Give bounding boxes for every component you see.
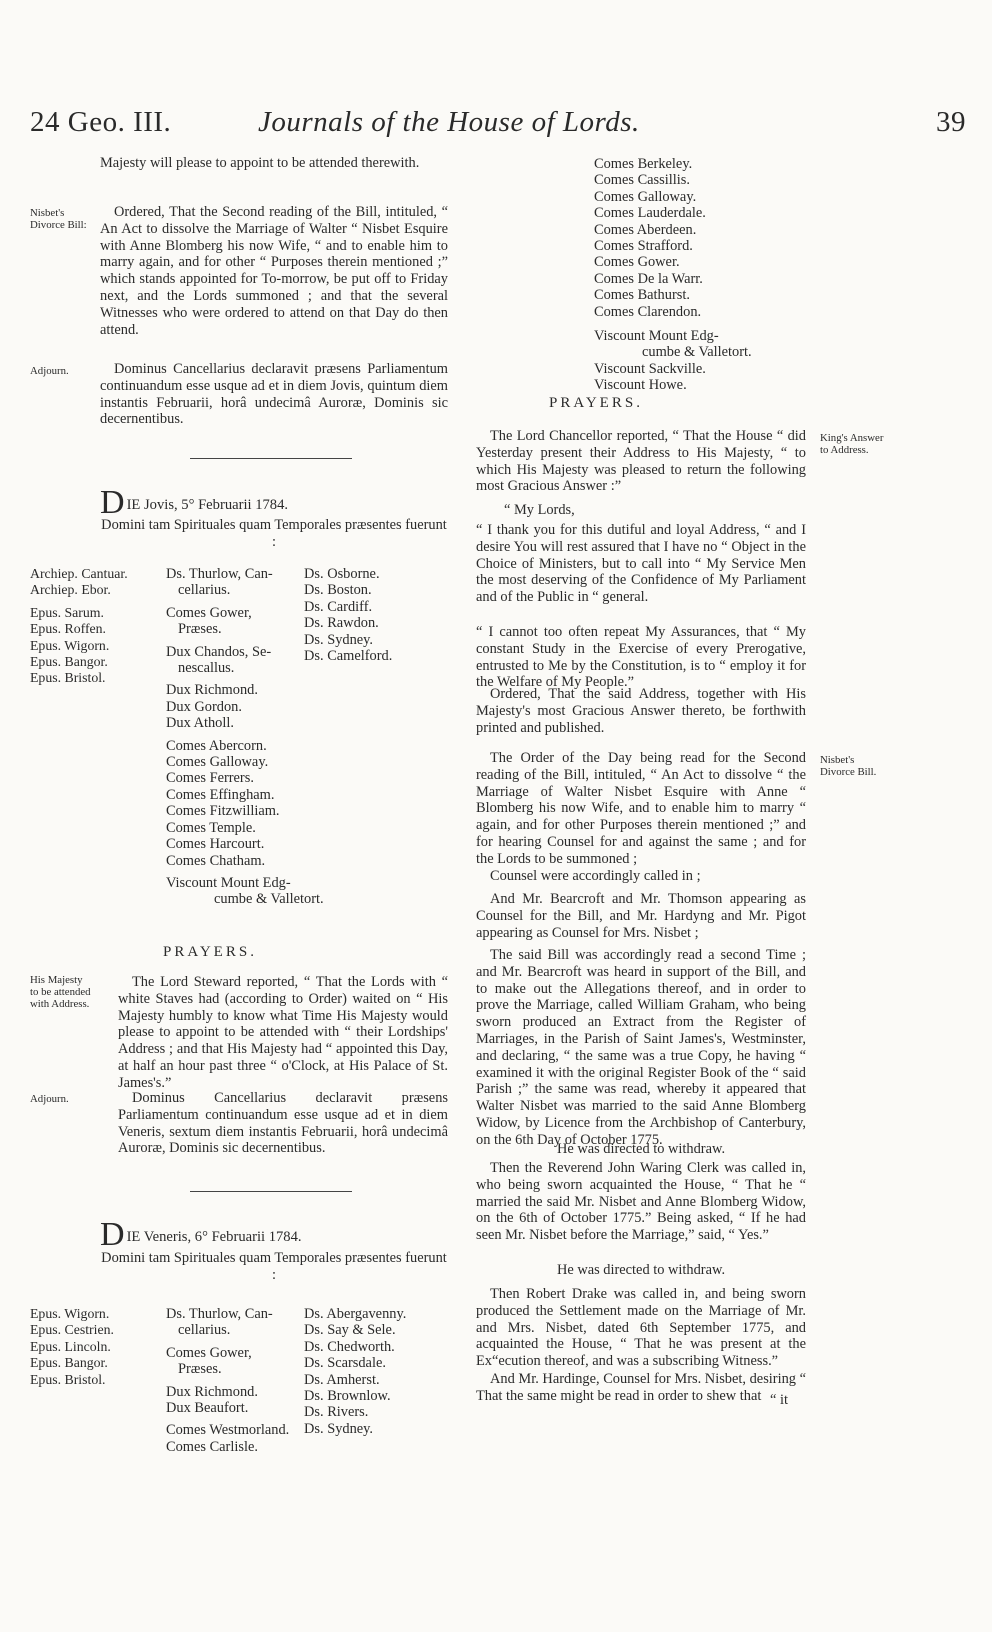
list-item: Dux Chandos, Se- (166, 643, 272, 660)
list-item: Ds. Boston. (304, 582, 372, 599)
list-item: Ds. Scarsdale. (304, 1355, 386, 1372)
list-item: Comes Ferrers. (166, 770, 254, 787)
list-item: Comes Lauderdale. (594, 205, 706, 222)
list-item: cellarius. (178, 582, 231, 599)
list-item: Comes Bathurst. (594, 287, 690, 304)
list-item: Comes Carlisle. (166, 1438, 258, 1455)
list-item: Epus. Wigorn. (30, 637, 110, 653)
list-item: Ds. Thurlow, Can- (166, 566, 273, 582)
list-item: Ds. Sydney. (304, 1420, 374, 1437)
list-item: Ds. Rivers. (304, 1404, 369, 1421)
list-item: nescallus. (178, 660, 235, 677)
directed-to-withdraw-2: He was directed to withdraw. (556, 1262, 726, 1278)
list-item: Epus. Bangor. (30, 654, 108, 670)
list-item: Viscount Sackville. (594, 360, 706, 377)
order-of-the-day: The Order of the Day being read for the Second reading of the Bill, intituled, “ An Act to dissolve “ the Marriage of Walter Nisbet Esquire with Anne “ Blomberg his now Wife, and to enable him to marry “ again, and for other Purposes therein mentioned ;” and for hearing Counsel for and against the same ; and for the Lords to be summoned ; (476, 750, 806, 867)
list-item: Comes Temple. (166, 819, 256, 836)
list-item: Epus. Bristol. (30, 670, 106, 686)
list-item: Comes Galloway. (594, 188, 697, 205)
list-item: Ds. Camelford. (304, 648, 393, 665)
list-item: Archiep. Cantuar. (30, 566, 128, 581)
list-item: Dux Richmond. (166, 1383, 258, 1400)
list-item: Ds. Rawdon. (304, 615, 379, 632)
list-item: Ds. Amherst. (304, 1371, 380, 1388)
list-item: Dux Beaufort. (166, 1400, 249, 1417)
list-item: cellarius. (178, 1322, 231, 1339)
royal-answer-para-2: “ I cannot too often repeat My Assurances, that “ My constant Study in the Exercise of every Prerogative, entrusted to Me by the Constitution, is to “ employ it for the Welfare of My People.” (476, 624, 806, 691)
royal-answer-para-1: “ I thank you for this dutiful and loyal Address, “ and I desire You will rest assured that I have no “ Object in the Choice of Ministers, but to call into “ My Service Men the most deserving of the Confidence of My Parliament and of the Public in “ general. (476, 522, 806, 606)
drop-cap: D (100, 484, 125, 521)
list-item: Epus. Wigorn. (30, 1306, 110, 1321)
list-item: Ds. Sydney. (304, 631, 374, 648)
list-item: Comes Strafford. (594, 238, 693, 255)
list-item: Dux Gordon. (166, 698, 242, 715)
present-barons-list-2 (304, 1306, 406, 1437)
section-rule-2 (190, 1191, 352, 1192)
list-item: Comes Galloway. (166, 754, 269, 771)
list-item: Comes Fitzwilliam. (166, 803, 280, 820)
margin-note-adjourn-2: Adjourn. (30, 1093, 69, 1105)
margin-note-nisbet-divorce: Nisbet's Divorce Bill: (30, 207, 87, 232)
list-item: Epus. Cestrien. (30, 1322, 114, 1338)
lord-chancellor-report: The Lord Chancellor reported, “ That the House “ did Yesterday present their Address to His Majesty, “ to which His Majesty was pleased to return the following most Gracious Answer :” (476, 428, 806, 495)
list-item: Ds. Abergavenny. (304, 1306, 407, 1322)
list-item: Præses. (178, 1361, 222, 1378)
list-item: Comes Gower. (594, 254, 680, 271)
clerk-waring-testimony: Then the Reverend John Waring Clerk was called in, who being sworn acquainted the House, “ That he “ married the said Mr. Nisbet and Anne Blomberg Widow, on the 6th of October 1775.” Being asked, “ If he had seen Mr. Nisbet before the Marriage,” said, “ Yes.” (476, 1160, 806, 1244)
bill-second-reading: The said Bill was accordingly read a second Time ; and Mr. Bearcroft was heard in support of the Bill, and to make out the Allegations thereof, and in order to prove the Marriage, called William Graham, who being sworn produced an Extract from the Register of Marriages, in the Parish of Saint James's, Westminster, and declaring, “ the same was a true Copy, he having “ examined it with the original Register Book of the “ said Parish ;” the same was read, whereby it appeared that Walter Nisbet was married to the said Anne Blomberg Widow, by Licence from the Archbishop of Canterbury, on the 6th Day of October 1775. (476, 947, 806, 1148)
list-item: Epus. Roffen. (30, 621, 107, 637)
list-item: Viscount Howe. (594, 377, 687, 394)
prayers-heading-1: PRAYERS. (163, 944, 257, 960)
list-item: Comes Westmorland. (166, 1422, 290, 1439)
die-veneris-heading (100, 1218, 302, 1252)
lord-steward-report: The Lord Steward reported, “ That the Lords with “ white Staves had (according to Order) waited on “ His Majesty humbly to know what Time His Majesty would please to appoint to be attended with “ their Lordships' Address ; and that His Majesty had “ appointed this Day, at half an hour past three “ o'Clock, at His Palace of St. James's.” (118, 974, 448, 1091)
present-barons-list-1 (304, 566, 392, 664)
lords-present-continued (594, 156, 752, 394)
list-item: Comes Gower, (166, 604, 252, 621)
list-item: Ds. Cardiff. (304, 598, 373, 615)
present-spiritual-list-1 (30, 566, 128, 687)
ordered-second-reading: Ordered, That the Second reading of the Bill, intituled, “ An Act to dissolve the Marriage of Walter “ Nisbet Esquire with Anne Blomberg his now Wife, “ and to enable him to marry again, and for other “ Purposes therein mentioned ;” which stands appointed for To-morrow, be put off to Friday next, and the Lords summoned ; and that the several Witnesses who were ordered to attend on that Day do then attend. (100, 204, 448, 338)
adjournment-1: Dominus Cancellarius declaravit præsens Parliamentum continuandum esse usque ad et in diem Jovis, quintum diem instantis Februarii, horâ undecimâ Auroræ, Dominis sic decernentibus. (100, 361, 448, 428)
present-spiritual-list-2 (30, 1306, 114, 1388)
present-heading-1: Domini tam Spirituales quam Temporales præsentes fuerunt : (101, 517, 447, 550)
list-item: Ds. Thurlow, Can- (166, 1306, 273, 1322)
list-item: Epus. Bangor. (30, 1355, 108, 1371)
drop-cap: D (100, 1216, 125, 1253)
list-item: Comes Berkeley. (594, 156, 693, 172)
list-item: Archiep. Ebor. (30, 582, 111, 598)
my-lords-salutation: “ My Lords, (504, 502, 575, 518)
list-item: Viscount Mount Edg- (166, 874, 291, 891)
die-veneris-date: IE Veneris, 6° Februarii 1784. (126, 1229, 302, 1245)
adjournment-2: Dominus Cancellarius declaravit præsens Parliamentum continuandum esse usque ad et in diem Veneris, sextum diem instantis Februarii, horâ undecimâ Auroræ, Dominis sic decernentibus. (118, 1090, 448, 1157)
catchword: “ it (770, 1392, 788, 1408)
page-number: 39 (936, 106, 966, 138)
list-item: Comes Cassillis. (594, 172, 690, 189)
list-item: Comes Clarendon. (594, 303, 702, 320)
ordered-address-printed: Ordered, That the said Address, together with His Majesty's most Gracious Answer thereto, be forthwith printed and published. (476, 686, 806, 736)
list-item: Comes Effingham. (166, 786, 275, 803)
margin-note-nisbet-divorce-2: Nisbet's Divorce Bill. (820, 754, 877, 779)
margin-note-majesty-attended: His Majesty to be attended with Address. (30, 974, 91, 1011)
regnal-year: 24 Geo. III. (30, 106, 172, 138)
present-temporal-list-1 (166, 566, 324, 908)
list-item: cumbe & Valletort. (642, 344, 752, 361)
counsel-called-in: Counsel were accordingly called in ; (490, 868, 701, 884)
list-item: Ds. Say & Sele. (304, 1322, 396, 1339)
prayers-heading-2: PRAYERS. (549, 395, 643, 411)
list-item: Comes De la Warr. (594, 270, 703, 287)
continuation-text: Majesty will please to appoint to be attended therewith. (100, 155, 420, 171)
die-jovis-heading (100, 486, 288, 520)
list-item: Ds. Chedworth. (304, 1338, 395, 1355)
list-item: Ds. Osborne. (304, 566, 380, 582)
list-item: Comes Gower, (166, 1344, 252, 1361)
hardinge-request: And Mr. Hardinge, Counsel for Mrs. Nisbet, desiring “ That the same might be read in order to shew that (476, 1371, 806, 1404)
list-item: Comes Abercorn. (166, 737, 267, 754)
list-item: Præses. (178, 621, 222, 638)
list-item: Comes Aberdeen. (594, 221, 697, 238)
robert-drake-testimony: Then Robert Drake was called in, and being sworn produced the Settlement made on the Marriage of Mr. and Mrs. Nisbet, dated 6th September 1775, and acquainted the House, “ That he was present at the Ex“ecution thereof, and was a subscribing Witness.” (476, 1286, 806, 1370)
list-item: Comes Chatham. (166, 852, 266, 869)
margin-note-kings-answer: King's Answer to Address. (820, 432, 884, 457)
list-item: Ds. Brownlow. (304, 1388, 391, 1405)
die-jovis-date: IE Jovis, 5° Februarii 1784. (126, 497, 289, 513)
journal-title: Journals of the House of Lords. (258, 106, 640, 138)
present-temporal-list-2 (166, 1306, 289, 1455)
list-item: Epus. Sarum. (30, 604, 104, 620)
list-item: Dux Richmond. (166, 682, 258, 699)
margin-note-adjourn-1: Adjourn. (30, 365, 69, 377)
list-item: Dux Atholl. (166, 715, 234, 732)
list-item: Epus. Lincoln. (30, 1338, 111, 1354)
list-item: Comes Harcourt. (166, 836, 265, 853)
section-rule-1 (190, 458, 352, 459)
present-heading-2: Domini tam Spirituales quam Temporales præsentes fuerunt : (101, 1250, 447, 1283)
list-item: cumbe & Valletort. (214, 891, 324, 908)
list-item: Epus. Bristol. (30, 1371, 106, 1387)
directed-to-withdraw-1: He was directed to withdraw. (556, 1141, 726, 1157)
list-item: Viscount Mount Edg- (594, 328, 719, 345)
counsel-appearing: And Mr. Bearcroft and Mr. Thomson appearing as Counsel for the Bill, and Mr. Hardyng and Mr. Pigot appearing as Counsel for Mrs. Nisbet ; (476, 891, 806, 941)
